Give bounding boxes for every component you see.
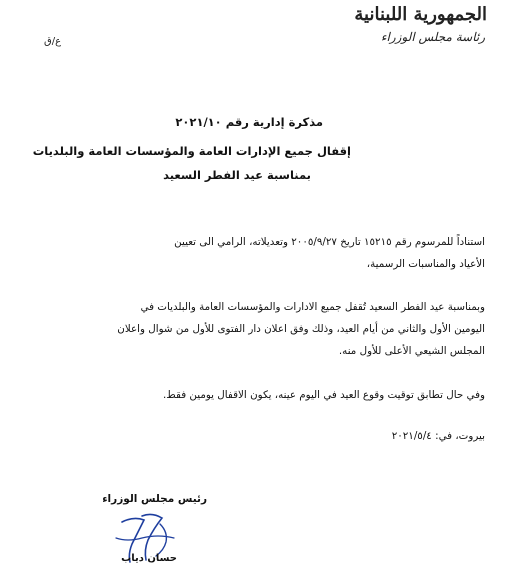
reference-code: ع/ق xyxy=(44,36,62,47)
date-line: بيروت، في: ٢٠٢١/٥/٤ xyxy=(391,430,485,442)
paragraph-3: وفي حال تطابق توقيت وقوع العيد في اليوم عينه، يكون الاقفال يومين فقط. xyxy=(162,389,485,401)
paragraph-2-line-2: اليومين الأول والثاني من أيام العيد، وذلك وفق اعلان دار الفتوى للأول من شوال واعلان xyxy=(117,323,485,335)
memo-occasion: بمناسبة عيد الفطر السعيد xyxy=(163,168,311,182)
letterhead-logo xyxy=(354,4,487,52)
paragraph-2-line-1: وبمناسبة عيد الفطر السعيد تُقفل جميع الادارات والمؤسسات العامة والبلديات في xyxy=(140,301,485,313)
letterhead-republic: الجمهورية اللبنانية xyxy=(354,4,487,25)
letterhead-presidency: رئاسة مجلس الوزراء xyxy=(380,30,485,44)
signatory-name: حسان دياب xyxy=(121,553,177,564)
signatory-title: رئيس مجلس الوزراء xyxy=(102,493,207,505)
paragraph-1-line-1: استناداً للمرسوم رقم ١٥٢١٥ تاريخ ٢٠٠٥/٩/٢٧ وتعديلاته، الرامي الى تعيين xyxy=(174,236,485,248)
memo-subject: إقفال جميع الإدارات العامة والمؤسسات العامة والبلديات xyxy=(32,144,351,158)
paragraph-1-line-2: الأعياد والمناسبات الرسمية، xyxy=(366,258,485,270)
paragraph-2-line-3: المجلس الشيعي الأعلى للأول منه. xyxy=(338,345,485,357)
memo-number: مذكرة إدارية رقم ٢٠٢١/١٠ xyxy=(175,115,323,129)
